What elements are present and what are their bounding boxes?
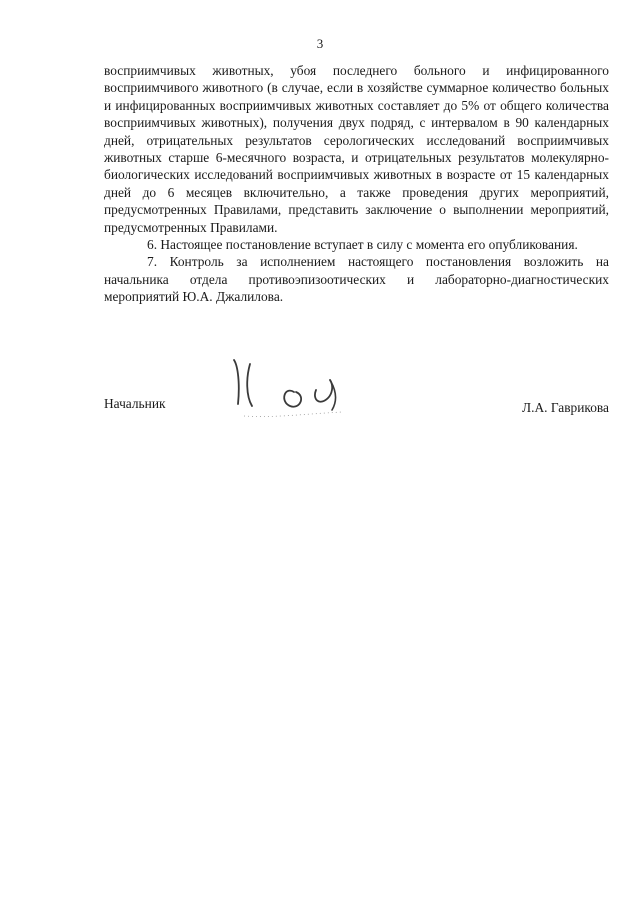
document-body: [104, 62, 609, 306]
page-number: 3: [316, 36, 324, 51]
paragraph-continuation: восприимчивых животных, убоя последнего больного и инфицированного восприимчивого животного (в случае, если в хозяйстве суммарное количество больных и инфицированных восприимчивых животных составляет до 5% от общего количества восприимчивых животных), получения двух подряд, с интервалом в 90 календарных дней, отрицательных результатов серологических исследований восприимчивых животных старше 6-месячного возраста, и отрицательных результатов молекулярно-биологических исследований восприимчивых животных в возрасте от 15 календарных дней до 6 месяцев включительно, а также проведения других мероприятий, предусмотренных Правилами, представить заключение о выполнении мероприятий, предусмотренных Правилами.: [104, 63, 609, 235]
paragraph-6: 6. Настоящее постановление вступает в силу с момента его опубликования.: [147, 237, 578, 253]
signatory-title: Начальник: [104, 396, 166, 411]
signature-block: [104, 356, 609, 426]
signatory-name: Л.А. Гаврикова: [522, 400, 609, 415]
paragraph-7: 7. Контроль за исполнением настоящего постановления возложить на начальника отдела противоэпизоотических и лабораторно-диагностических мероприятий Ю.А. Джалилова.: [104, 254, 609, 305]
handwritten-signature: [224, 356, 354, 420]
